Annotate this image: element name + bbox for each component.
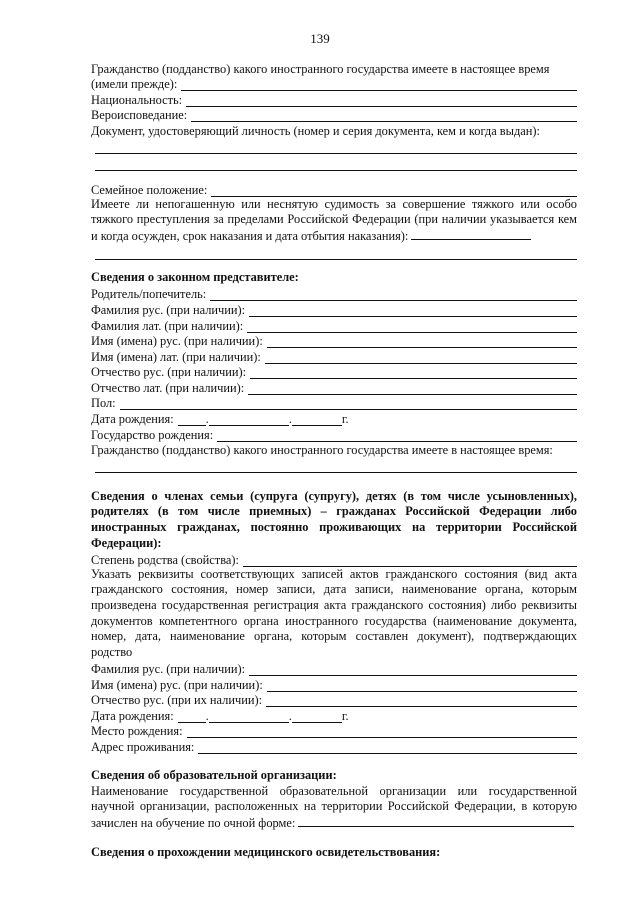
guardian-surname-lat-label: Фамилия лат. (при наличии):: [91, 318, 244, 333]
nationality-field[interactable]: [91, 91, 577, 107]
guardian-surname-ru-label: Фамилия рус. (при наличии):: [91, 302, 246, 317]
guardian-dob-field[interactable]: [91, 410, 577, 426]
family-requisites: [91, 567, 577, 661]
conviction-question: [91, 197, 577, 245]
guardian-surname-ru-field[interactable]: [91, 301, 577, 317]
marital-label: Семейное положение:: [91, 182, 208, 197]
guardian-sex-field[interactable]: [91, 395, 577, 411]
family-dob-dot-2: .: [288, 708, 292, 723]
guardian-patronymic-lat-blank[interactable]: [248, 383, 577, 395]
id-document-blank-2[interactable]: [95, 156, 577, 172]
family-kinship-label: Степень родства (свойства):: [91, 552, 239, 567]
guardian-dob-year-suffix: г.: [341, 412, 349, 427]
guardian-parent-blank[interactable]: [210, 289, 577, 301]
family-surname-ru-field[interactable]: [91, 660, 577, 676]
guardian-dob-label: Дата рождения:: [91, 412, 174, 427]
guardian-sex-label: Пол:: [91, 396, 116, 411]
family-dob-label: Дата рождения:: [91, 708, 174, 723]
guardian-citizenship-blank[interactable]: [95, 457, 577, 473]
medical-heading: Сведения о прохождении медицинского освидетельствования:: [91, 845, 441, 860]
family-address-blank[interactable]: [198, 742, 577, 754]
guardian-dob-dot-2: .: [288, 412, 292, 427]
family-dob-year-suffix: г.: [341, 708, 349, 723]
page-number: 139: [310, 31, 330, 46]
education-text: Наименование государственной образовательной организации или государственной научной организации, расположенных на территории Российской Федерации, в которую зачислен на обучение по очной форме:: [91, 783, 577, 830]
guardian-name-ru-blank[interactable]: [267, 336, 577, 348]
family-birthplace-field[interactable]: [91, 723, 577, 739]
family-surname-ru-label: Фамилия рус. (при наличии):: [91, 661, 246, 676]
religion-blank[interactable]: [191, 110, 577, 122]
education-blank[interactable]: [298, 815, 574, 827]
family-dob-day-blank[interactable]: [178, 711, 206, 723]
family-name-ru-label: Имя (имена) рус. (при наличии):: [91, 677, 263, 692]
religion-label: Вероисповедание:: [91, 108, 188, 123]
guardian-patronymic-lat-label: Отчество лат. (при наличии):: [91, 380, 245, 395]
guardian-name-ru-label: Имя (имена) рус. (при наличии):: [91, 334, 263, 349]
guardian-name-lat-blank[interactable]: [265, 352, 577, 364]
family-heading: Сведения о членах семьи (супруга (супругу), детях (в том числе усыновленных), родителях (в том числе приемных) – гражданах Российской Федерации либо иностранных гражданах, постоянно проживающих на территории Российской Федерации):: [91, 488, 577, 550]
guardian-birth-state-blank[interactable]: [217, 430, 577, 442]
guardian-surname-ru-blank[interactable]: [249, 305, 577, 317]
marital-blank[interactable]: [211, 185, 577, 197]
family-name-ru-blank[interactable]: [267, 680, 577, 692]
nationality-label: Национальность:: [91, 92, 183, 107]
guardian-parent-label: Родитель/попечитель:: [91, 287, 207, 302]
guardian-birth-state-label: Государство рождения:: [91, 427, 214, 442]
guardian-name-lat-label: Имя (имена) лат. (при наличии):: [91, 349, 261, 364]
family-dob-month-blank[interactable]: [209, 711, 289, 723]
family-dob-dot-1: .: [205, 708, 209, 723]
citizenship-question-line: [91, 60, 577, 76]
family-name-ru-field[interactable]: [91, 676, 577, 692]
family-kinship-blank[interactable]: [243, 555, 577, 567]
education-question: [91, 784, 577, 832]
guardian-dob-day-blank[interactable]: [178, 414, 206, 426]
conviction-blank-2[interactable]: [95, 245, 577, 261]
guardian-patronymic-lat-field[interactable]: [91, 379, 577, 395]
guardian-heading: Сведения о законном представителе:: [91, 270, 299, 285]
guardian-birth-state-field[interactable]: [91, 426, 577, 442]
id-document-label: Документ, удостоверяющий личность (номер и серия документа, кем и когда выдан):: [91, 123, 540, 138]
guardian-citizenship-label: Гражданство (подданство) какого иностранного государства имеете в настоящее время:: [91, 443, 553, 458]
guardian-parent-field[interactable]: [91, 286, 577, 302]
id-document-question-line: [91, 122, 577, 138]
marital-field[interactable]: [91, 181, 577, 197]
guardian-surname-lat-field[interactable]: [91, 317, 577, 333]
guardian-patronymic-ru-field[interactable]: [91, 364, 577, 380]
guardian-surname-lat-blank[interactable]: [247, 321, 577, 333]
religion-field[interactable]: [91, 107, 577, 123]
guardian-dob-month-blank[interactable]: [209, 414, 289, 426]
family-requisites-text: Указать реквизиты соответствующих записей актов гражданского состояния (вид акта гражданского состояния, номер записи, дата записи, наименование органа, которым произведена государственная регистрация акта гражданского состояния) либо реквизиты документов компетентного органа иностранного государства (наименование документа, номер, дата, наименование органа, которым составлен документ), подтверждающих родство: [91, 566, 577, 659]
nationality-blank[interactable]: [186, 95, 577, 107]
family-address-label: Адрес проживания:: [91, 739, 195, 754]
citizenship-question: Гражданство (подданство) какого иностранного государства имеете в настоящее время: [91, 61, 550, 76]
family-dob-year-blank[interactable]: [292, 711, 342, 723]
guardian-dob-dot-1: .: [205, 412, 209, 427]
citizenship-label: (имели прежде):: [91, 77, 178, 92]
family-birthplace-blank[interactable]: [187, 726, 577, 738]
guardian-name-ru-field[interactable]: [91, 333, 577, 349]
citizenship-field[interactable]: [91, 76, 577, 92]
family-address-field[interactable]: [91, 738, 577, 754]
family-dob-field[interactable]: [91, 707, 577, 723]
conviction-blank[interactable]: [411, 228, 531, 240]
guardian-dob-year-blank[interactable]: [292, 414, 342, 426]
family-birthplace-label: Место рождения:: [91, 724, 183, 739]
guardian-sex-blank[interactable]: [120, 398, 577, 410]
guardian-patronymic-ru-blank[interactable]: [250, 367, 577, 379]
citizenship-blank[interactable]: [181, 79, 577, 91]
education-heading: Сведения об образовательной организации:: [91, 767, 337, 782]
guardian-name-lat-field[interactable]: [91, 348, 577, 364]
family-patronymic-ru-blank[interactable]: [266, 695, 577, 707]
form-body: [91, 60, 577, 861]
family-patronymic-ru-label: Отчество рус. (при их наличии):: [91, 693, 263, 708]
family-surname-ru-blank[interactable]: [249, 664, 577, 676]
id-document-blank-1[interactable]: [95, 138, 577, 154]
guardian-patronymic-ru-label: Отчество рус. (при наличии):: [91, 365, 247, 380]
guardian-citizenship-line: [91, 442, 577, 458]
family-patronymic-ru-field[interactable]: [91, 692, 577, 708]
family-kinship-field[interactable]: [91, 551, 577, 567]
conviction-label: Имеете ли непогашенную или неснятую судимость за совершение тяжкого или особо тяжкого преступления за пределами Российской Федерации (при наличии указывается кем и когда осужден, срок наказания и дата отбытия наказания):: [91, 196, 577, 243]
